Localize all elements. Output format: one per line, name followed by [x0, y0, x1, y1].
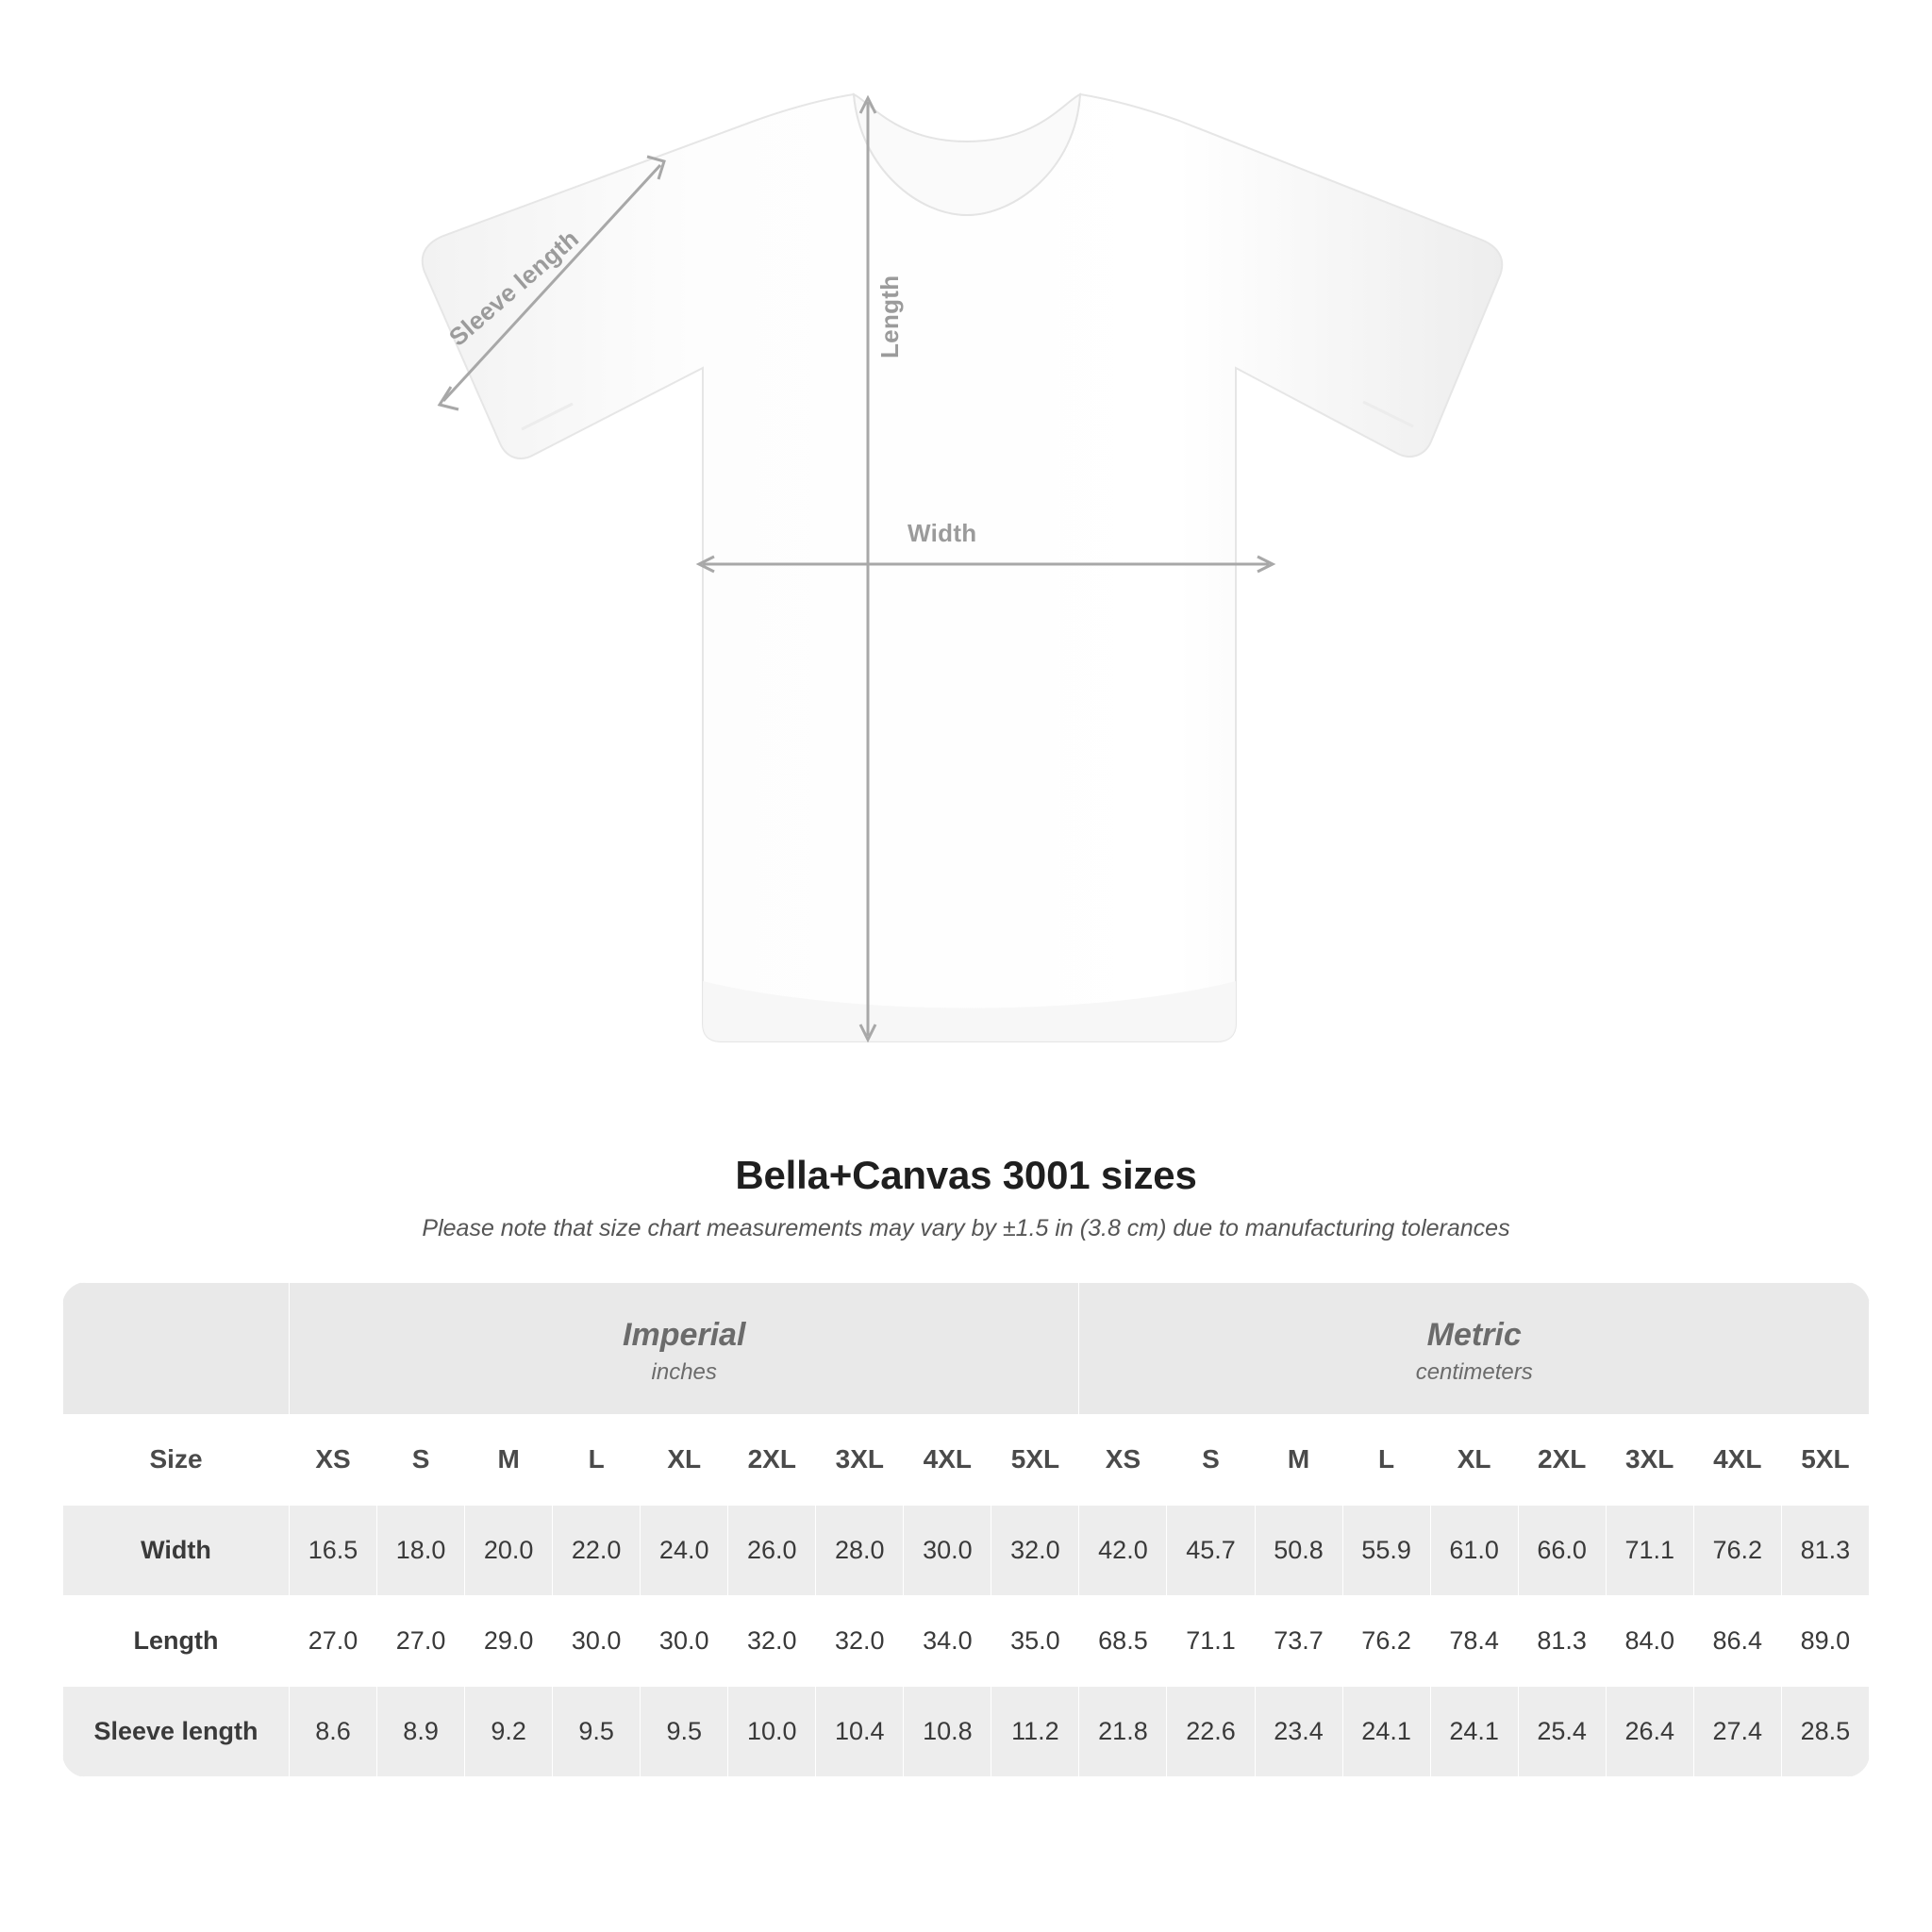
cell: 22.6	[1167, 1686, 1255, 1776]
cell: 71.1	[1167, 1595, 1255, 1686]
size-col-header: XS	[1079, 1414, 1167, 1505]
size-col-header: 3XL	[816, 1414, 904, 1505]
cell: 16.5	[290, 1505, 377, 1595]
size-col-header: 3XL	[1606, 1414, 1693, 1505]
cell: 27.0	[377, 1595, 465, 1686]
size-col-header: M	[1255, 1414, 1342, 1505]
length-dimension-label: Length	[875, 275, 904, 358]
cell: 81.3	[1781, 1505, 1869, 1595]
size-table	[62, 1282, 1870, 1777]
tolerance-note: Please note that size chart measurements may vary by ±1.5 in (3.8 cm) due to manufacturing tolerances	[422, 1215, 1510, 1241]
cell: 18.0	[377, 1505, 465, 1595]
cell: 30.0	[553, 1595, 641, 1686]
row-label-width: Width	[63, 1505, 290, 1595]
cell: 11.2	[991, 1686, 1079, 1776]
unit-header-spacer	[63, 1283, 290, 1415]
cell: 32.0	[728, 1595, 816, 1686]
size-col-header: 5XL	[991, 1414, 1079, 1505]
cell: 66.0	[1518, 1505, 1606, 1595]
unit-imperial-sub: inches	[651, 1358, 717, 1385]
cell: 26.4	[1606, 1686, 1693, 1776]
size-col-header: 5XL	[1781, 1414, 1869, 1505]
cell: 24.1	[1430, 1686, 1518, 1776]
cell: 32.0	[816, 1595, 904, 1686]
cell: 86.4	[1693, 1595, 1781, 1686]
cell: 10.0	[728, 1686, 816, 1776]
size-col-header: M	[465, 1414, 553, 1505]
cell: 81.3	[1518, 1595, 1606, 1686]
size-col-header: S	[377, 1414, 465, 1505]
cell: 28.0	[816, 1505, 904, 1595]
cell: 9.5	[641, 1686, 728, 1776]
cell: 30.0	[641, 1595, 728, 1686]
cell: 61.0	[1430, 1505, 1518, 1595]
table-row	[63, 1505, 1870, 1595]
cell: 9.5	[553, 1686, 641, 1776]
size-col-header: 4XL	[1693, 1414, 1781, 1505]
unit-header-imperial	[290, 1283, 1079, 1415]
cell: 10.4	[816, 1686, 904, 1776]
cell: 78.4	[1430, 1595, 1518, 1686]
cell: 29.0	[465, 1595, 553, 1686]
size-col-header: XS	[290, 1414, 377, 1505]
size-col-header: 2XL	[728, 1414, 816, 1505]
table-row	[63, 1686, 1870, 1776]
unit-header-metric	[1079, 1283, 1870, 1415]
cell: 27.0	[290, 1595, 377, 1686]
cell: 89.0	[1781, 1595, 1869, 1686]
chart-header	[0, 1153, 1932, 1242]
cell: 42.0	[1079, 1505, 1167, 1595]
cell: 8.6	[290, 1686, 377, 1776]
size-col-header: L	[1342, 1414, 1430, 1505]
cell: 32.0	[991, 1505, 1079, 1595]
cell: 76.2	[1693, 1505, 1781, 1595]
cell: 26.0	[728, 1505, 816, 1595]
width-dimension-label: Width	[908, 519, 977, 547]
size-col-header: 4XL	[904, 1414, 991, 1505]
cell: 23.4	[1255, 1686, 1342, 1776]
cell: 10.8	[904, 1686, 991, 1776]
cell: 27.4	[1693, 1686, 1781, 1776]
size-col-header: XL	[641, 1414, 728, 1505]
cell: 25.4	[1518, 1686, 1606, 1776]
cell: 55.9	[1342, 1505, 1430, 1595]
cell: 34.0	[904, 1595, 991, 1686]
row-label-sleeve-length: Sleeve length	[63, 1686, 290, 1776]
size-col-header: 2XL	[1518, 1414, 1606, 1505]
cell: 76.2	[1342, 1595, 1430, 1686]
unit-header-row	[63, 1283, 1870, 1415]
cell: 22.0	[553, 1505, 641, 1595]
cell: 8.9	[377, 1686, 465, 1776]
cell: 35.0	[991, 1595, 1079, 1686]
cell: 68.5	[1079, 1595, 1167, 1686]
cell: 24.1	[1342, 1686, 1430, 1776]
size-header-row	[63, 1414, 1870, 1505]
unit-metric-title: Metric	[1426, 1317, 1522, 1353]
size-header-label: Size	[63, 1414, 290, 1505]
cell: 28.5	[1781, 1686, 1869, 1776]
row-label-length: Length	[63, 1595, 290, 1686]
cell: 84.0	[1606, 1595, 1693, 1686]
table-row	[63, 1595, 1870, 1686]
cell: 45.7	[1167, 1505, 1255, 1595]
size-col-header: L	[553, 1414, 641, 1505]
cell: 24.0	[641, 1505, 728, 1595]
cell: 50.8	[1255, 1505, 1342, 1595]
cell: 71.1	[1606, 1505, 1693, 1595]
size-col-header: XL	[1430, 1414, 1518, 1505]
page-title: Bella+Canvas 3001 sizes	[735, 1153, 1197, 1197]
cell: 20.0	[465, 1505, 553, 1595]
cell: 21.8	[1079, 1686, 1167, 1776]
cell: 30.0	[904, 1505, 991, 1595]
unit-metric-sub: centimeters	[1415, 1358, 1533, 1385]
size-table-container	[62, 1282, 1870, 1777]
sleeve-length-dimension-label: Sleeve length	[443, 224, 585, 352]
cell: 73.7	[1255, 1595, 1342, 1686]
cell: 9.2	[465, 1686, 553, 1776]
unit-imperial-title: Imperial	[623, 1317, 746, 1353]
size-col-header: S	[1167, 1414, 1255, 1505]
